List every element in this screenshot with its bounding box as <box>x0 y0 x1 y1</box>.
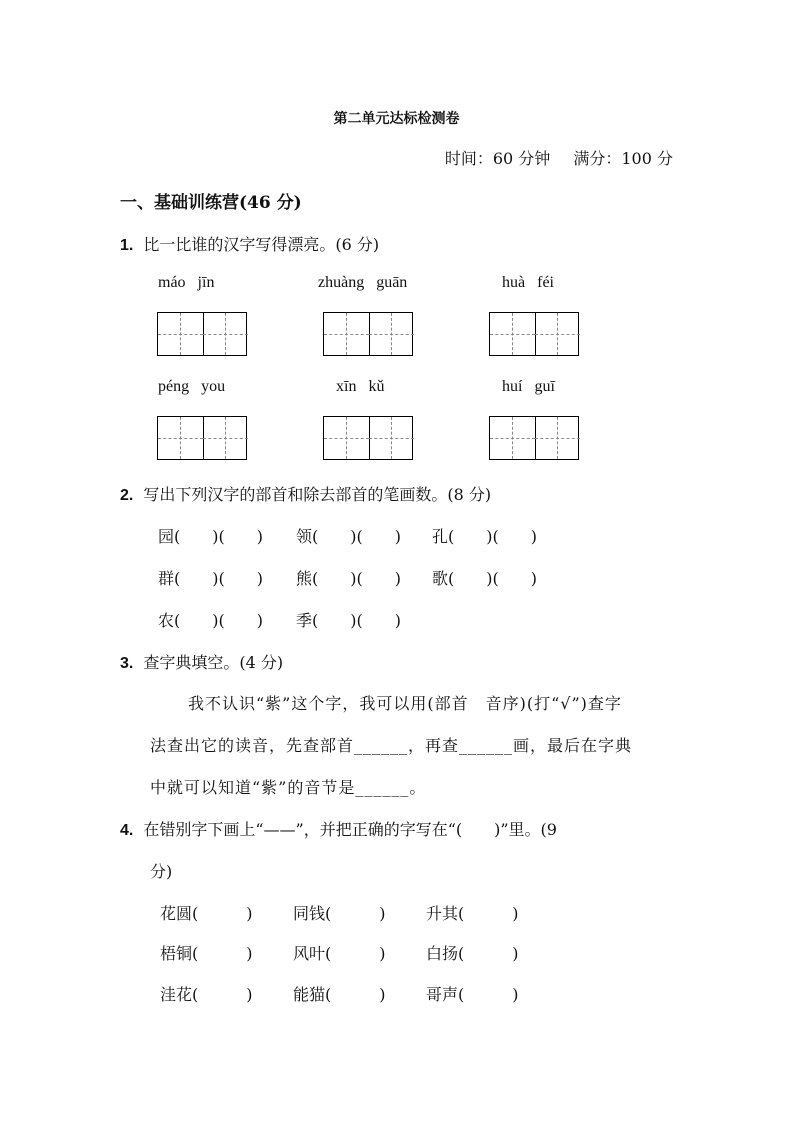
pinyin-group <box>336 378 384 396</box>
question-text-continued: 分) <box>150 862 173 881</box>
question-text: 比一比谁的汉字写得漂亮。(6 分) <box>143 235 380 254</box>
radical-item[interactable]: 季( )( ) <box>296 611 401 630</box>
typo-item[interactable]: 哥声( ) <box>426 985 519 1004</box>
writing-grid[interactable] <box>323 416 413 460</box>
pinyin-group <box>158 378 225 396</box>
writing-grid[interactable] <box>157 416 247 460</box>
pinyin: huà <box>502 274 526 291</box>
radical-item[interactable]: 领( )( ) <box>296 527 401 546</box>
question-1 <box>120 232 379 255</box>
question-number: 3. <box>120 655 134 672</box>
writing-grid[interactable] <box>489 312 579 356</box>
radical-item[interactable]: 群( )( ) <box>158 569 263 588</box>
page-title: 第二单元达标检测卷 <box>333 111 460 127</box>
writing-grid[interactable] <box>489 416 579 460</box>
question-2 <box>120 482 491 505</box>
radical-item[interactable]: 园( )( ) <box>158 527 263 546</box>
question-text: 查字典填空。(4 分) <box>143 653 284 672</box>
radical-item[interactable]: 歌( )( ) <box>432 569 537 588</box>
paragraph-line: 中就可以知道“紫”的音节是______。 <box>150 778 427 797</box>
section-heading: 一、基础训练营(46 分) <box>120 193 302 213</box>
pinyin: máo <box>158 274 186 291</box>
pinyin: kǔ <box>368 378 385 395</box>
pinyin: zhuàng <box>318 274 365 291</box>
question-text: 在错别字下画上“——”，并把正确的字写在“( )”里。(9 <box>143 820 557 839</box>
typo-item[interactable]: 洼花( ) <box>160 985 253 1004</box>
question-text: 写出下列汉字的部首和除去部首的笔画数。(8 分) <box>143 485 492 504</box>
typo-item[interactable]: 白扬( ) <box>426 944 519 963</box>
typo-item[interactable]: 花圆( ) <box>160 904 253 923</box>
full-score: 满分：100 分 <box>573 149 673 168</box>
pinyin: péng <box>158 378 190 395</box>
pinyin: guān <box>376 274 408 291</box>
pinyin: xīn <box>336 378 357 395</box>
typo-item[interactable]: 梧铜( ) <box>160 944 253 963</box>
pinyin: jīn <box>197 274 215 291</box>
radical-item[interactable]: 孔( )( ) <box>432 527 537 546</box>
paragraph-line: 法查出它的读音，先查部首______，再查______画，最后在字典 <box>150 736 633 755</box>
pinyin: féi <box>537 274 554 291</box>
question-number: 2. <box>120 487 134 504</box>
time-limit: 时间：60 分钟 <box>444 149 551 168</box>
writing-grid[interactable] <box>157 312 247 356</box>
question-3 <box>120 650 283 673</box>
exam-meta <box>445 146 673 169</box>
question-number: 1. <box>120 237 134 254</box>
typo-item[interactable]: 能猫( ) <box>293 985 386 1004</box>
paragraph-line: 我不认识“紫”这个字，我可以用(部首 音序)(打“√”)查字 <box>188 694 622 713</box>
radical-item[interactable]: 农( )( ) <box>158 611 263 630</box>
pinyin: guī <box>534 378 555 395</box>
question-4 <box>120 817 557 840</box>
typo-item[interactable]: 同钱( ) <box>293 904 386 923</box>
typo-item[interactable]: 风叶( ) <box>293 944 386 963</box>
typo-item[interactable]: 升其( ) <box>426 904 519 923</box>
pinyin: you <box>201 378 226 395</box>
radical-item[interactable]: 熊( )( ) <box>296 569 401 588</box>
writing-grid[interactable] <box>323 312 413 356</box>
pinyin: huí <box>502 378 523 395</box>
pinyin-group <box>158 274 214 292</box>
pinyin-group <box>318 274 407 292</box>
pinyin-group <box>502 378 555 396</box>
question-number: 4. <box>120 822 134 839</box>
pinyin-group <box>502 274 554 292</box>
